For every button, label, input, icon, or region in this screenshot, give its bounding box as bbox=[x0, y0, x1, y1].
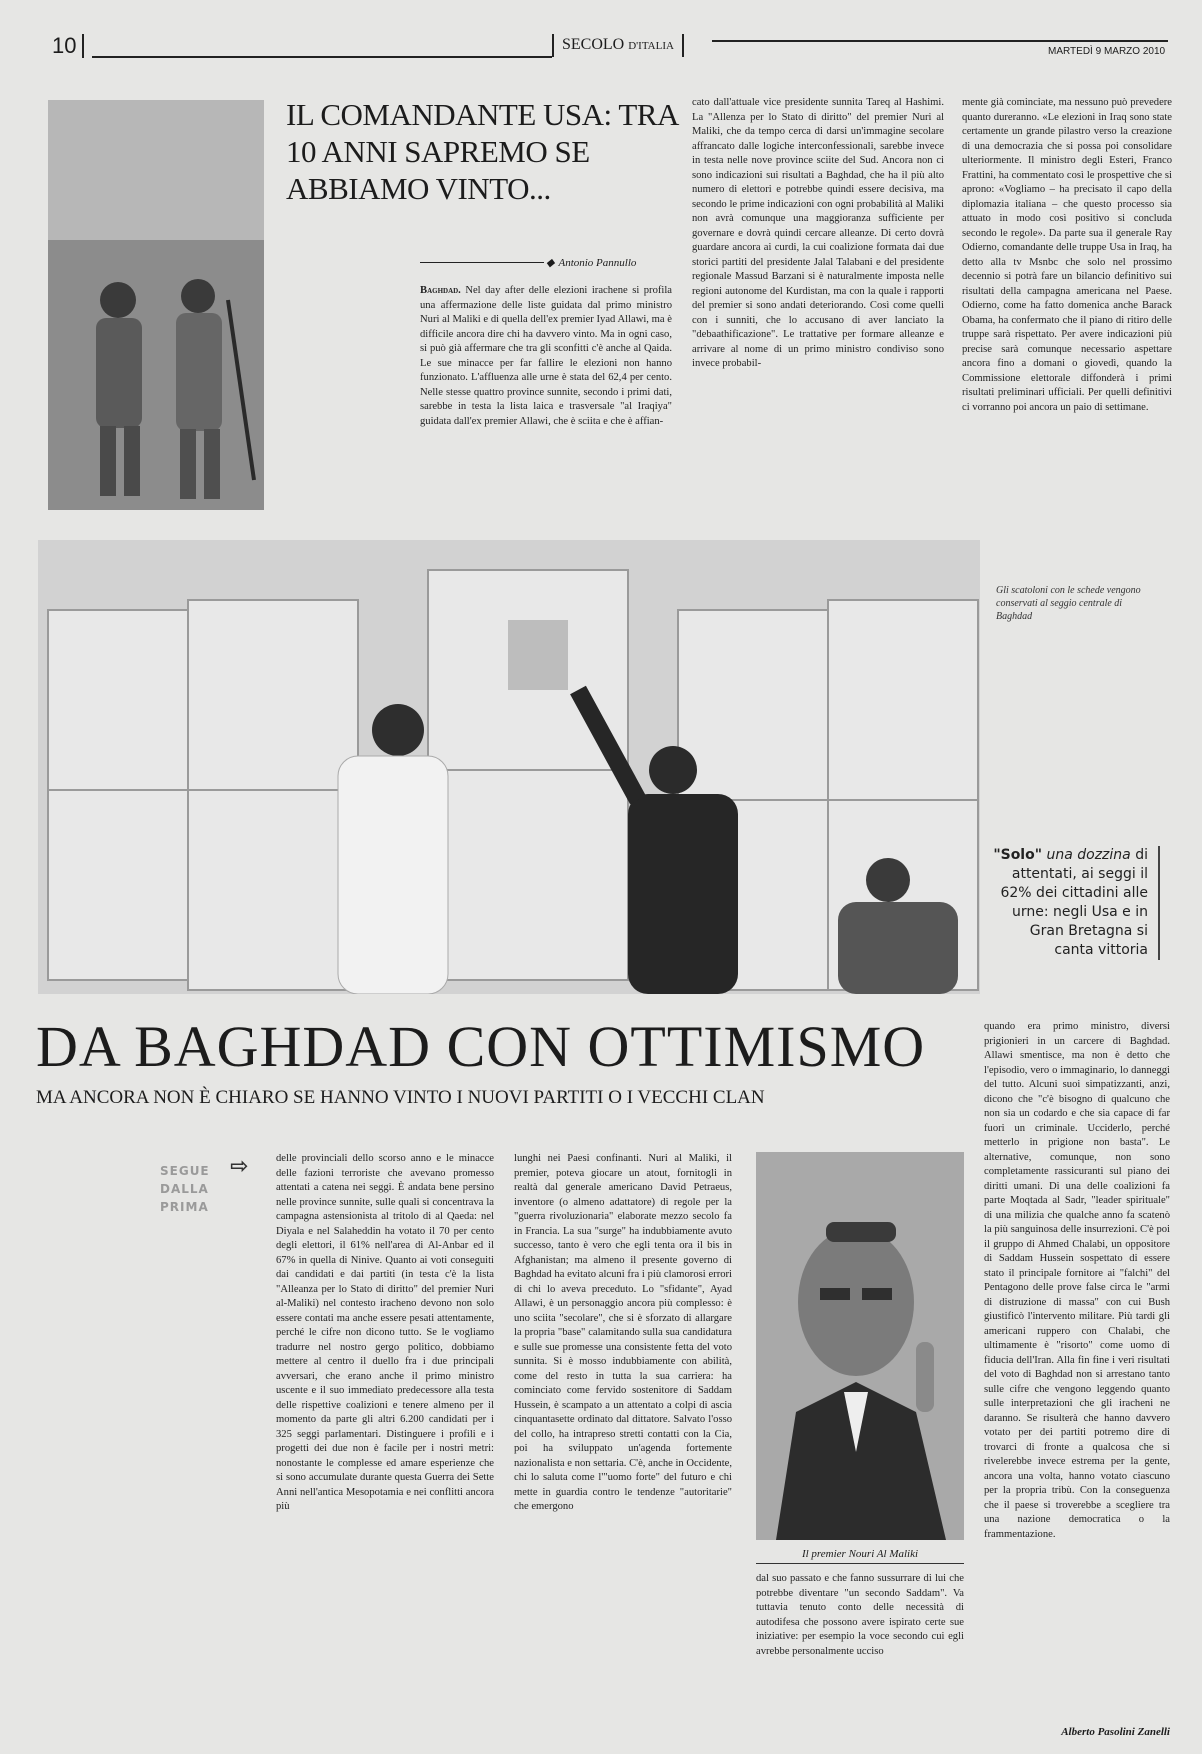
main-headline: DA BAGHDAD CON OTTIMISMO bbox=[36, 1014, 926, 1079]
header-rule-right bbox=[712, 40, 1168, 42]
dateline: Baghdad. bbox=[420, 285, 461, 296]
photo-caption-ballots: Gli scatoloni con le schede vengono conservati al seggio centrale di Baghdad bbox=[996, 585, 1141, 622]
masthead-name: SECOLO bbox=[562, 36, 625, 53]
main-subheadline: MA ANCORA NON È CHIARO SE HANNO VINTO I NUOVI PARTITI O I VECCHI CLAN bbox=[36, 1087, 765, 1108]
main-col3-text: dal suo passato e che fanno sussurrare di lui che potrebbe diventare "un secondo Saddam". Va tuttavia tenuto conto delle necessità di autodifesa che possono avere ispirato certe sue iniziative: per esempio la voce secondo cui egli avrebbe personalmente ucciso bbox=[756, 1573, 964, 1657]
masthead bbox=[552, 34, 684, 57]
soldiers-illustration bbox=[48, 100, 264, 510]
pull-quote bbox=[990, 846, 1160, 960]
ballot-boxes-photo bbox=[38, 540, 980, 994]
top-col1-text: Nel day after delle elezioni irachene si profila una affermazione delle liste guidata dal primo ministro Nuri al Maliki e di quella dell'ex premier Iyad Allawi, ma è difficile ancora dire chi ha davvero vinto. Ma in ogni caso, si può già affermare che tra gli sconfitti c'è anche al Qaida. Le sue minacce per far fallire le elezioni non hanno funzionato. L'affluenza alle urne è stata del 62,4 per cento. Nelle stesse quattro province sunnite, secondo i primi dati, sarebbe in testa la lista laica e trasversale "al Iraqiya" guidata dall'ex premier Allawi, che è sciita e che è affian- bbox=[420, 285, 672, 427]
continued-text: SEGUE DALLA PRIMA bbox=[160, 1164, 210, 1214]
soldiers-photo bbox=[48, 100, 264, 510]
main-col4-text: quando era primo ministro, diversi prigionieri in un carcere di Baghdad. Allawi smentisce, ma non è detto che l'episodio, vero o immaginario, lo danneggi del tutto. Alcuni suoi simpatizzanti, anzi, dicono che "c'è bisogno di qualcuno che non sia un codardo e che sia capace di far fuori un criminale. Ucciderlo, perché metterlo in prigione non basta". Le alternative, comunque, non sono completamente rassicuranti sul piano dei diritti umani. Di una delle coalizioni fa parte Moqtada al Sadr, "leader spirituale" di una milizia che qualche anno fa scatenò la più sanguinosa delle insurrezioni. C'è poi il gruppo di Ahmed Chalabi, un oppositore di Saddam Hussein sospettato di essere stato il principale fornitore ai "falchi" del Pentagono delle prove false circa le "armi di distruzione di massa" con cui Bush giustificò l'intervento militare. Più tardi gli americani ruppero con Chalabi, che ultimamente è "risorto" come uomo di fiducia dell'Iran. Alla fin fine i veri risultati del voto di Baghdad non si arrestano tanto sulle cifre che vengono leggendo quanto sulle interpretazioni che gli iracheni ne daranno. Se risulterà che hanno davvero votato per dei partiti potremo dire di trovarci di fronte a qualcosa che si rivelerebbe invece estrema per la gente, ancora una volta, hanno votato ciascuno per la propria tribù. Con la conseguenza che il paese si troverebbe a scegliere tra una nazione democratica o la frammentazione. bbox=[984, 1021, 1170, 1540]
maliki-portrait bbox=[756, 1152, 964, 1540]
top-article-col1 bbox=[420, 284, 672, 510]
ballot-boxes-illustration bbox=[38, 540, 980, 994]
pull-quote-text: di attentati, ai seggi il 62% dei cittadini alle urne: negli Usa e in Gran Bretagna si canta vittoria bbox=[1000, 847, 1148, 958]
page-number: 10 bbox=[52, 34, 84, 58]
top-col2-text: cato dall'attuale vice presidente sunnita Tareq al Hashimi. La "Allenza per lo Stato di diritto" del premier Nuri al Maliki, che da tempo cerca di darsi un'immagine secolare affrancato dalle logiche interconfessionali, sarebbe invece in testa nelle nove province sciite del Sud. Ancora non ci sono indicazioni sui risultati a Baghdad, che ha il più alto numero di elettori e potrebbe quindi essere decisiva, ma secondo le prime indicazioni con ogni probabilità al Maliki non avrà comunque una maggioranza sufficiente per governare e dovrà quindi cercare alleanze. Di certo dovrà guardare ancora ai curdi, la cui coalizione formata dai due storici partiti del presidente Jalal Talabani e del presidente regionale Massud Barzani si è naturalmente imposta nelle regioni autonome del Kurdistan, ma con la quale i rapporti del premier si sono andati deteriorando. Così come quelli con i sunniti, che lo accusano di aver lanciato la "debaathificazione". Le trattative per formare alleanze e arrivare al nome di un primo ministro condiviso sono invece probabil- bbox=[692, 97, 944, 369]
top-headline: IL COMANDANTE USA: TRA 10 ANNI SAPREMO SE ABBIAMO VINTO... bbox=[286, 97, 678, 206]
main-col3-bottom bbox=[756, 1572, 964, 1752]
main-col2-text: lunghi nei Paesi confinanti. Nuri al Maliki, il premier, poteva giocare un atout, fornitogli in realtà dal generale americano David Petraeus, inventore (o almeno adattatore) di regole per la "guerra rivoluzionaria" elaborate mezzo secolo fa in Francia. La sua "surge" ha indubbiamente avuto successo, tanto è vero che egli tenta ora il bis in Afghanistan; ma almeno il presente governo di Baghdad ha evitato alcuni fra i più clamorosi errori di chi lo aveva preceduto. Lo "sfidante", Ayad Allawi, è un personaggio ancora più complesso: è uno sciita "secolare", che si è sforzato di allargare la propria "base" calamitando sulla sua candidatura e sulle sue promesse una consistente fetta del voto sunnita. Si è mosso indubbiamente con abilità, come del resto in tutta la sua carriera: ha cominciato come fervido sostenitore di Saddam Hussein, è scampato a un attentato a colpi di ascia cinquantasette ordinato dal dittatore. Salvato l'osso del collo, ha intrapreso stretti contatti con la Cia, poi ha sviluppato un'agenda fortemente nazionalista e non settaria. C'è, anche in Occidente, chi lo saluta come l'"uomo forte" del futuro e chi mette in guardia contro le tendenze "autoritarie" che emergono bbox=[514, 1153, 732, 1512]
continued-label bbox=[160, 1154, 260, 1216]
byline-author: Antonio Pannullo bbox=[558, 256, 637, 269]
continued-arrow-icon: ⇨ bbox=[230, 1154, 250, 1179]
portrait-caption: Il premier Nouri Al Maliki bbox=[756, 1548, 964, 1564]
maliki-illustration bbox=[756, 1152, 964, 1540]
pull-quote-italic: una dozzina bbox=[1046, 847, 1131, 863]
main-col4 bbox=[984, 1020, 1170, 1720]
header-rule-left bbox=[92, 56, 552, 58]
main-col2 bbox=[514, 1152, 732, 1752]
header-date: MARTEDÌ 9 MARZO 2010 bbox=[1048, 46, 1166, 57]
main-col1 bbox=[276, 1152, 494, 1752]
main-col1-text: delle provinciali dello scorso anno e le minacce delle fazioni terroriste che avevano promesso attentati a catena nei seggi. È andata bene persino nelle province sunnite, sulle quali si concentrava la campagna astensionista al tritolo di al Qaeda: nel Diyala e nel Salaheddin ha votato il 70 per cento degli elettori, il 61% nell'area di Al-Anbar ed il 67% in quella di Ninive. Quanto ai voti conseguiti dai candidati e dai partiti (in testa c'è la lista "Alleanza per lo Stato di diritto" del premier Nuri al-Maliki) nel contesto iracheno devono non solo essere contati ma anche essere pesati attentamente, perché le cifre non dicono tutto. Se le vogliamo tradurre nel nostro gergo politico, dobbiamo mettere al centro il duello fra i due principali avversari, che erano anche il primo ministro uscente e il suo immediato predecessore alla testa delle rispettive coalizioni e tenere almeno per il momento da parte gli altri 6.200 candidati per i 325 seggi parlamentari. Distinguere i profili e i progetti dei due non è facile per i nostri metri: nonostante le complesse ed amare esperienze che si sono accumulate durante questa Guerra dei Sette Anni nell'antica Mesopotamia e nei conflitti ancora più bbox=[276, 1153, 494, 1512]
masthead-suffix: D'ITALIA bbox=[628, 40, 674, 52]
author-signature: Alberto Pasolini Zanelli bbox=[1061, 1726, 1170, 1738]
byline-diamond-icon: ◆ bbox=[546, 257, 555, 269]
pull-quote-lead: "Solo" bbox=[993, 847, 1043, 863]
byline-rule bbox=[420, 262, 544, 263]
byline bbox=[420, 256, 682, 269]
top-article-col3 bbox=[962, 96, 1172, 510]
top-article-col2 bbox=[692, 96, 944, 510]
top-col3-text: mente già cominciate, ma nessuno può prevedere quanto dureranno. «Le elezioni in Iraq sono state certamente un grande pilastro verso la creazione di una democrazia che si possa poi consolidare ulteriormente. Il ministro degli Esteri, Franco Frattini, ha commentato così le prospettive che si aprono: «Vogliamo – ha precisato il capo della diplomazia italiana – che questo processo sia attuato in modo così positivo si concluda secondo le regole». Da parte sua il generale Ray Odierno, comandante delle truppe Usa in Iraq, ha detto alla tv Msnbc che solo nel prossimo decennio si potrà fare un bilancio definitivo sui risultati della campagna americana nel Paese. Odierno, come ha fatto domenica anche Barack Obama, ha confermato che il piano di ritiro delle truppe sarà rispettato. Per avere indicazioni più precise sarà comunque necessario aspettare ancora fino a domani o giovedì, quando la Commissione elettorale diffonderà i primi risultati preliminari ufficiali. Per quelli definitivi ci vorranno poi ancora un paio di settimane. bbox=[962, 97, 1172, 413]
